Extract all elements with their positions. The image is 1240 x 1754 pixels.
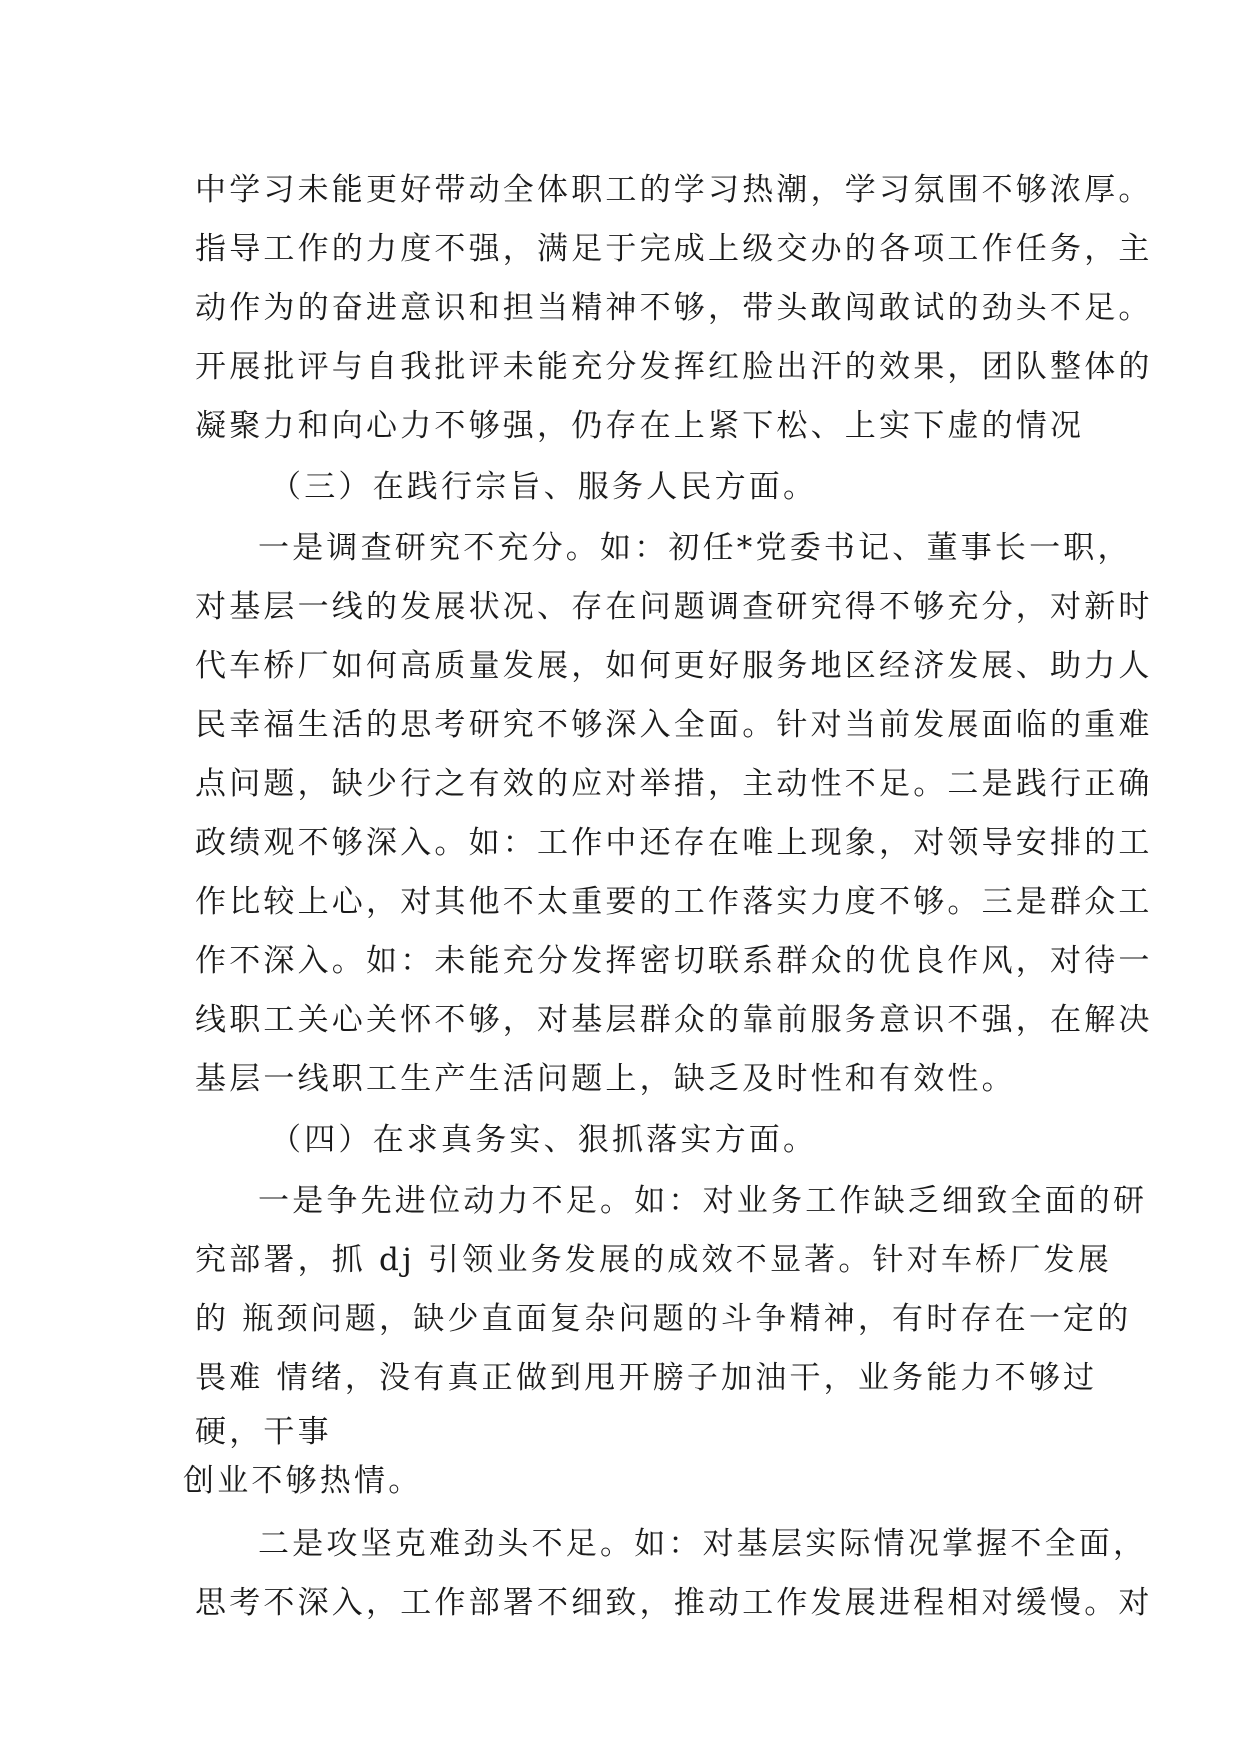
paragraph-line: 对基层一线的发展状况、存在问题调查研究得不够充分，对新时 <box>195 589 1153 625</box>
paragraph-line: 一是争先进位动力不足。如：对业务工作缺乏细致全面的研 <box>258 1183 1148 1219</box>
paragraph-line: 作不深入。如：未能充分发挥密切联系群众的优良作风，对待一 <box>195 943 1153 979</box>
paragraph-line: 点问题，缺少行之有效的应对举措，主动性不足。二是践行正确 <box>195 766 1153 802</box>
paragraph-line: 的 瓶颈问题，缺少直面复杂问题的斗争精神，有时存在一定的 <box>195 1301 1132 1337</box>
section-heading: （三）在践行宗旨、服务人民方面。 <box>270 469 818 505</box>
paragraph-line: 代车桥厂如何高质量发展，如何更好服务地区经济发展、助力人 <box>195 648 1153 684</box>
section-heading: （四）在求真务实、狠抓落实方面。 <box>270 1122 818 1158</box>
paragraph-line: 思考不深入，工作部署不细致，推动工作发展进程相对缓慢。对 <box>195 1585 1153 1621</box>
paragraph-line: 作比较上心，对其他不太重要的工作落实力度不够。三是群众工 <box>195 884 1153 920</box>
paragraph-line: 基层一线职工生产生活问题上，缺乏及时性和有效性。 <box>195 1061 1016 1097</box>
paragraph-line: 创业不够热情。 <box>183 1463 423 1499</box>
paragraph-line: 二是攻坚克难劲头不足。如：对基层实际情况掌握不全面， <box>258 1526 1148 1562</box>
paragraph-line: 畏难 情绪，没有真正做到甩开膀子加油干，业务能力不够过 <box>195 1360 1098 1396</box>
paragraph-line: 中学习未能更好带动全体职工的学习热潮，学习氛围不够浓厚。 <box>195 172 1153 208</box>
paragraph-line: 一是调查研究不充分。如：初任*党委书记、董事长一职， <box>258 530 1132 566</box>
paragraph-line: 凝聚力和向心力不够强，仍存在上紧下松、上实下虚的情况 <box>195 408 1085 444</box>
paragraph-line: 开展批评与自我批评未能充分发挥红脸出汗的效果，团队整体的 <box>195 349 1153 385</box>
paragraph-line: 动作为的奋进意识和担当精神不够，带头敢闯敢试的劲头不足。 <box>195 290 1153 326</box>
paragraph-line: 硬，干事 <box>195 1414 332 1450</box>
paragraph-line: 线职工关心关怀不够，对基层群众的靠前服务意识不强，在解决 <box>195 1002 1153 1038</box>
paragraph-line: 指导工作的力度不强，满足于完成上级交办的各项工作任务，主 <box>195 231 1153 267</box>
paragraph-line: 政绩观不够深入。如：工作中还存在唯上现象，对领导安排的工 <box>195 825 1153 861</box>
paragraph-line: 民幸福生活的思考研究不够深入全面。针对当前发展面临的重难 <box>195 707 1153 743</box>
paragraph-line: 究部署，抓 dj 引领业务发展的成效不显著。针对车桥厂发展 <box>195 1242 1112 1278</box>
